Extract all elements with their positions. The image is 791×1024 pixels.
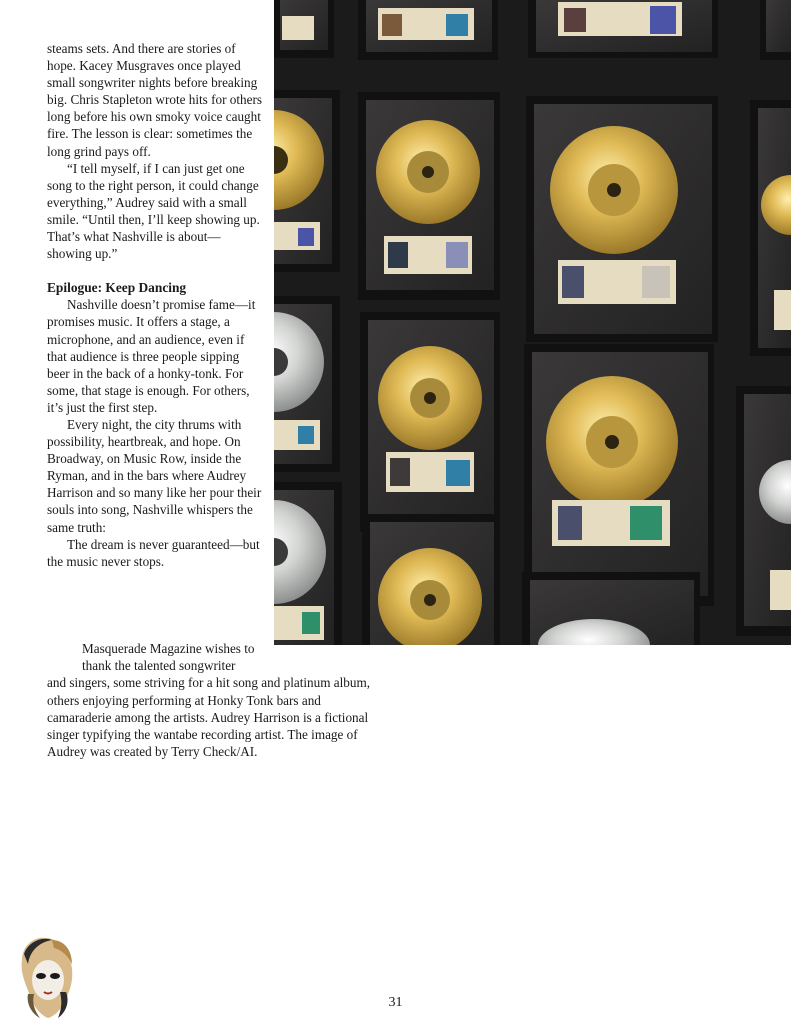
credit-text: and singers, some striving for a hit song and platinum album, others enjoying performing at Honky Tonk bars and camaraderie among the artists. Audrey Harrison is a fictional singer typifying the wantabe recording artist. The image of Audrey was created by Terry Check/AI. bbox=[47, 675, 371, 760]
record-frame bbox=[736, 386, 791, 636]
article-paragraph: steams sets. And there are stories of hope. Kacey Musgraves once played small songwriter nights before breaking big. Chris Stapleton wrote hits for others long before his own smoky voice caught fire. The lesson is clear: sometimes the long grind pays off. bbox=[47, 41, 263, 159]
article-column bbox=[47, 40, 264, 570]
page-number: 31 bbox=[388, 995, 403, 1010]
gold-records-wall-photo bbox=[274, 0, 791, 645]
record-frame bbox=[750, 100, 791, 356]
record-frame bbox=[528, 0, 718, 58]
article-paragraph: Nashville doesn’t promise fame—it promises music. It offers a stage, a microphone, and an audience, even if that audience is three people sipping beer in the back of a honky-tonk. For some, that stage is enough. For others, it’s just the first step. bbox=[47, 297, 256, 415]
record-frame bbox=[358, 0, 498, 60]
article-paragraph: The dream is never guaranteed—but the music never stops. bbox=[47, 536, 260, 569]
record-frame bbox=[360, 312, 500, 532]
record-frame bbox=[524, 344, 714, 606]
record-frame bbox=[358, 92, 500, 300]
article-paragraph: “I tell myself, if I can just get one song to the right person, it could change everything,” Audrey said with a small smile. “Until then, I’ll keep showing up. That’s what Nashville is about—showing up.” bbox=[47, 160, 260, 262]
record-frame bbox=[274, 90, 340, 272]
record-frame bbox=[274, 0, 334, 58]
record-frame bbox=[274, 296, 340, 472]
credit-lead: Masquerade Magazine wishes to thank the talented songwriter bbox=[82, 641, 255, 674]
record-frame bbox=[522, 572, 700, 645]
record-frame bbox=[526, 96, 718, 342]
record-frame bbox=[362, 514, 500, 645]
article-paragraph: Every night, the city thrums with possibility, heartbreak, and hope. On Broadway, on Music Row, inside the Ryman, and in the bars where Audrey Harrison and so many like her pour their souls into song, Nashville whispers the same truth: bbox=[47, 416, 262, 535]
section-heading: Epilogue: Keep Dancing bbox=[47, 280, 187, 296]
record-frame bbox=[760, 0, 791, 60]
photo-credit bbox=[47, 640, 377, 760]
record-frame bbox=[274, 482, 342, 645]
